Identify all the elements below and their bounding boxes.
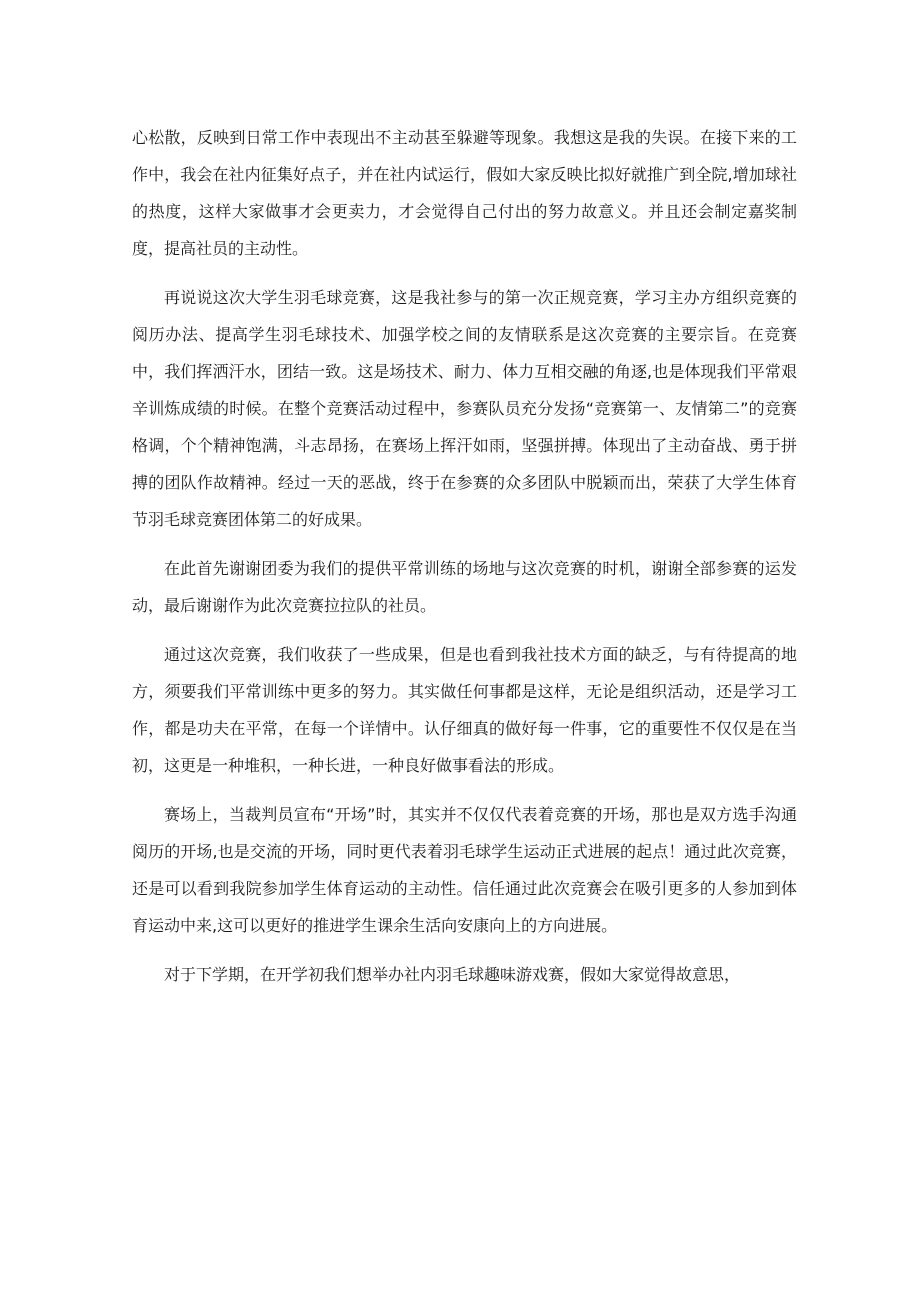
paragraph-6: 对于下学期，在开学初我们想举办社内羽毛球趣味游戏赛，假如大家觉得故意思，: [164, 965, 741, 984]
paragraph-5: 赛场上，当裁判员宣布“开场”时，其实并不仅仅代表着竞赛的开场，那也是双方选手沟通阅历的开场,也是交流的开场，同时更代表着羽毛球学生运动正式进展的起点！通过此次竞赛，还是可以看到我院参加学生体育运动的主动性。信任通过此次竞赛会在吸引更多的人参加到体育运动中来,这可以更好的推进学生课余生活向安康向上的方向进展。: [132, 805, 797, 935]
paragraph-3: 在此首先谢谢团委为我们的提供平常训练的场地与这次竞赛的时机，谢谢全部参赛的运发动，最后谢谢作为此次竞赛拉拉队的社员。: [132, 559, 797, 615]
paragraph-2: 再说说这次大学生羽毛球竞赛，这是我社参与的第一次正规竞赛，学习主办方组织竞赛的阅历办法、提高学生羽毛球技术、加强学校之间的友情联系是这次竞赛的主要宗旨。在竞赛中，我们挥洒汗水，团结一致。这是场技术、耐力、体力互相交融的角逐,也是体现我们平常艰辛训炼成绩的时候。在整个竞赛活动过程中，参赛队员充分发扬“竞赛第一、友情第二”的竞赛格调，个个精神饱满，斗志昂扬，在赛场上挥汗如雨，坚强拼搏。体现出了主动奋战、勇于拼搏的团队作故精神。经过一天的恶战，终于在参赛的众多团队中脱颖而出，荣获了大学生体育节羽毛球竞赛团体第二的好成果。: [132, 288, 797, 529]
paragraph-1: 心松散，反映到日常工作中表现出不主动甚至躲避等现象。我想这是我的失误。在接下来的工作中，我会在社内征集好点子，并在社内试运行，假如大家反映比拟好就推广到全院,增加球社的热度，这样大家做事才会更卖力，才会觉得自己付出的努力故意义。并且还会制定嘉奖制度，提高社员的主动性。: [132, 128, 797, 258]
paragraph-4: 通过这次竞赛，我们收获了一些成果，但是也看到我社技术方面的缺乏，与有待提高的地方，须要我们平常训练中更多的努力。其实做任何事都是这样，无论是组织活动，还是学习工作，都是功夫在平常，在每一个详情中。认仔细真的做好每一件事，它的重要性不仅仅是在当初，这更是一种堆积，一种长进，一种良好做事看法的形成。: [132, 645, 797, 775]
document-body: [132, 119, 797, 1005]
